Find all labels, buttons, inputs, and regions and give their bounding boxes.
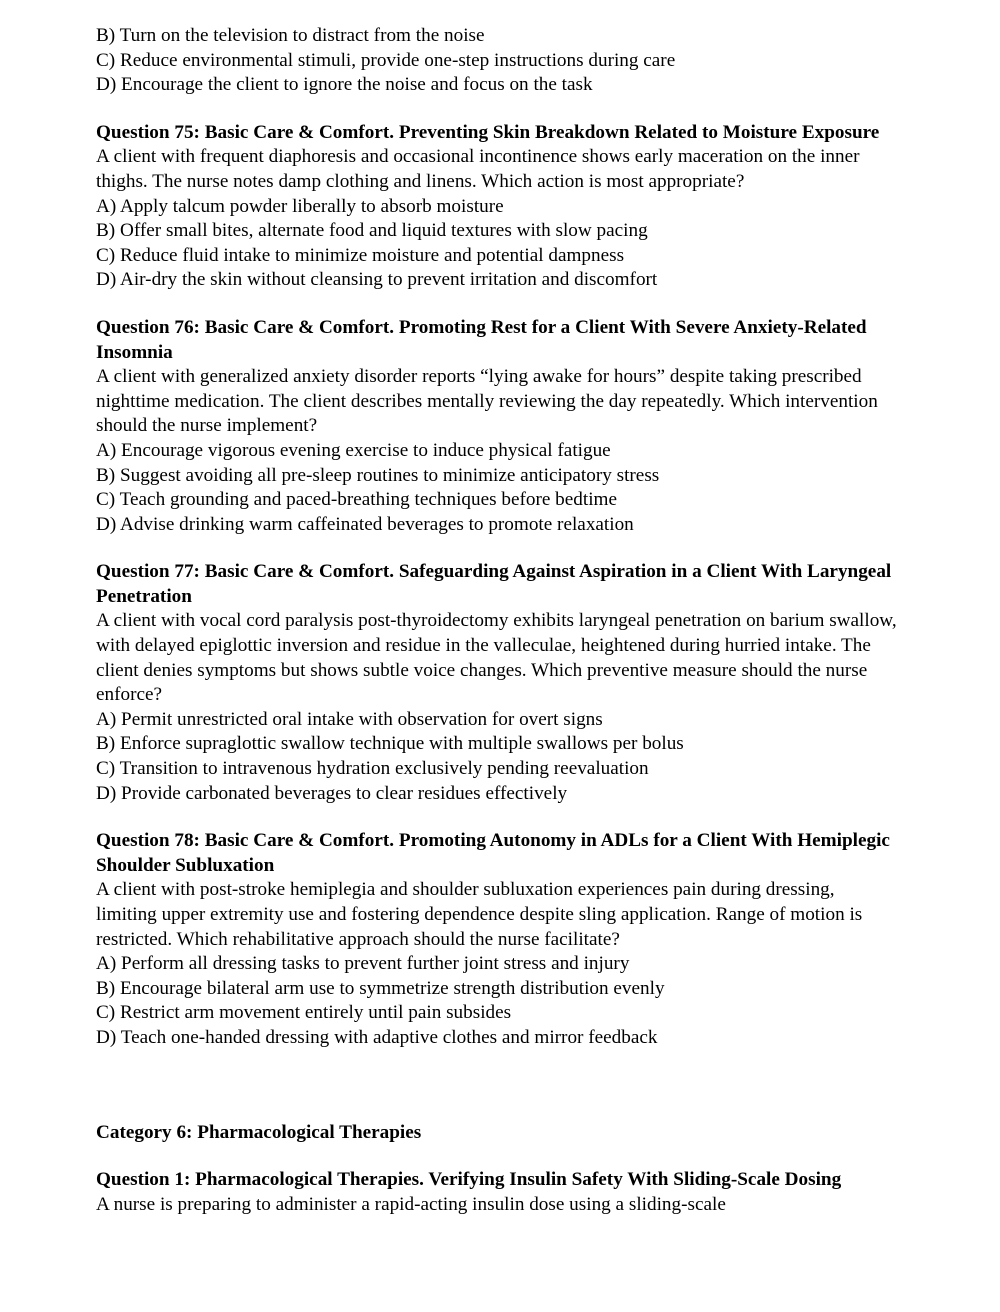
question-heading: Question 1: Pharmacological Therapies. Verifying Insulin Safety With Sliding-Scale Dosing <box>96 1169 842 1191</box>
answer-option: D) Teach one-handed dressing with adaptive clothes and mirror feedback <box>96 1026 658 1048</box>
answer-option: B) Enforce supraglottic swallow technique with multiple swallows per bolus <box>96 733 684 755</box>
question-heading: Question 75: Basic Care & Comfort. Preventing Skin Breakdown Related to Moisture Exposure <box>96 121 880 143</box>
answer-option: A) Perform all dressing tasks to prevent further joint stress and injury <box>96 953 630 975</box>
question-77 <box>96 560 900 806</box>
question-heading: Question 77: Basic Care & Comfort. Safeguarding Against Aspiration in a Client With Laryngeal Penetration <box>96 561 897 607</box>
answer-option: D) Encourage the client to ignore the noise and focus on the task <box>96 74 593 96</box>
answer-option: D) Advise drinking warm caffeinated beverages to promote relaxation <box>96 513 634 535</box>
answer-option: C) Transition to intravenous hydration exclusively pending reevaluation <box>96 758 649 780</box>
answer-option: D) Air-dry the skin without cleansing to prevent irritation and discomfort <box>96 269 658 291</box>
answer-option: A) Apply talcum powder liberally to absorb moisture <box>96 195 504 217</box>
question-stem: A client with post-stroke hemiplegia and shoulder subluxation experiences pain during dressing, limiting upper extremity use and fostering dependence despite sling application. Range of motion is restricted. Which rehabilitative approach should the nurse facilitate? <box>96 879 868 950</box>
answer-option: C) Reduce fluid intake to minimize moisture and potential dampness <box>96 244 625 266</box>
answer-option: D) Provide carbonated beverages to clear residues effectively <box>96 782 568 804</box>
question-stem: A nurse is preparing to administer a rapid-acting insulin dose using a sliding-scale <box>96 1193 726 1215</box>
category-heading-text: Category 6: Pharmacological Therapies <box>96 1121 422 1143</box>
answer-option: A) Permit unrestricted oral intake with observation for overt signs <box>96 708 603 730</box>
question-heading: Question 76: Basic Care & Comfort. Promoting Rest for a Client With Severe Anxiety-Related Insomnia <box>96 316 872 363</box>
answer-option: C) Restrict arm movement entirely until pain subsides <box>96 1002 512 1024</box>
answer-option: B) Encourage bilateral arm use to symmetrize strength distribution evenly <box>96 977 665 999</box>
document-body <box>96 24 900 1217</box>
question-stem: A client with frequent diaphoresis and occasional incontinence shows early maceration on the inner thighs. The nurse notes damp clothing and linens. Which action is most appropriate? <box>96 146 865 192</box>
question-74-remaining-options <box>96 24 900 98</box>
answer-option: A) Encourage vigorous evening exercise to induce physical fatigue <box>96 439 611 461</box>
question-75 <box>96 121 900 293</box>
question-heading: Question 78: Basic Care & Comfort. Promoting Autonomy in ADLs for a Client With Hemiplegic Shoulder Subluxation <box>96 830 895 876</box>
question-stem: A client with generalized anxiety disorder reports “lying awake for hours” despite taking prescribed nighttime medication. The client describes mentally reviewing the day repeatedly. Which intervention should the nurse implement? <box>96 366 883 437</box>
question-stem: A client with vocal cord paralysis post-thyroidectomy exhibits laryngeal penetration on barium swallow, with delayed epiglottic inversion and residue in the valleculae, heightened during hurried intake. The client denies symptoms but shows subtle voice changes. Which preventive measure should the nurse enforce? <box>96 610 902 706</box>
question-76 <box>96 316 900 537</box>
category-6-heading <box>96 1121 900 1146</box>
answer-option: C) Reduce environmental stimuli, provide one-step instructions during care <box>96 49 676 71</box>
question-1-pharmacological-therapies <box>96 1168 900 1217</box>
answer-option: B) Offer small bites, alternate food and liquid textures with slow pacing <box>96 220 648 242</box>
question-78 <box>96 829 900 1050</box>
answer-option: B) Suggest avoiding all pre-sleep routines to minimize anticipatory stress <box>96 464 660 486</box>
answer-option: B) Turn on the television to distract from the noise <box>96 25 485 46</box>
answer-option: C) Teach grounding and paced-breathing techniques before bedtime <box>96 489 617 511</box>
